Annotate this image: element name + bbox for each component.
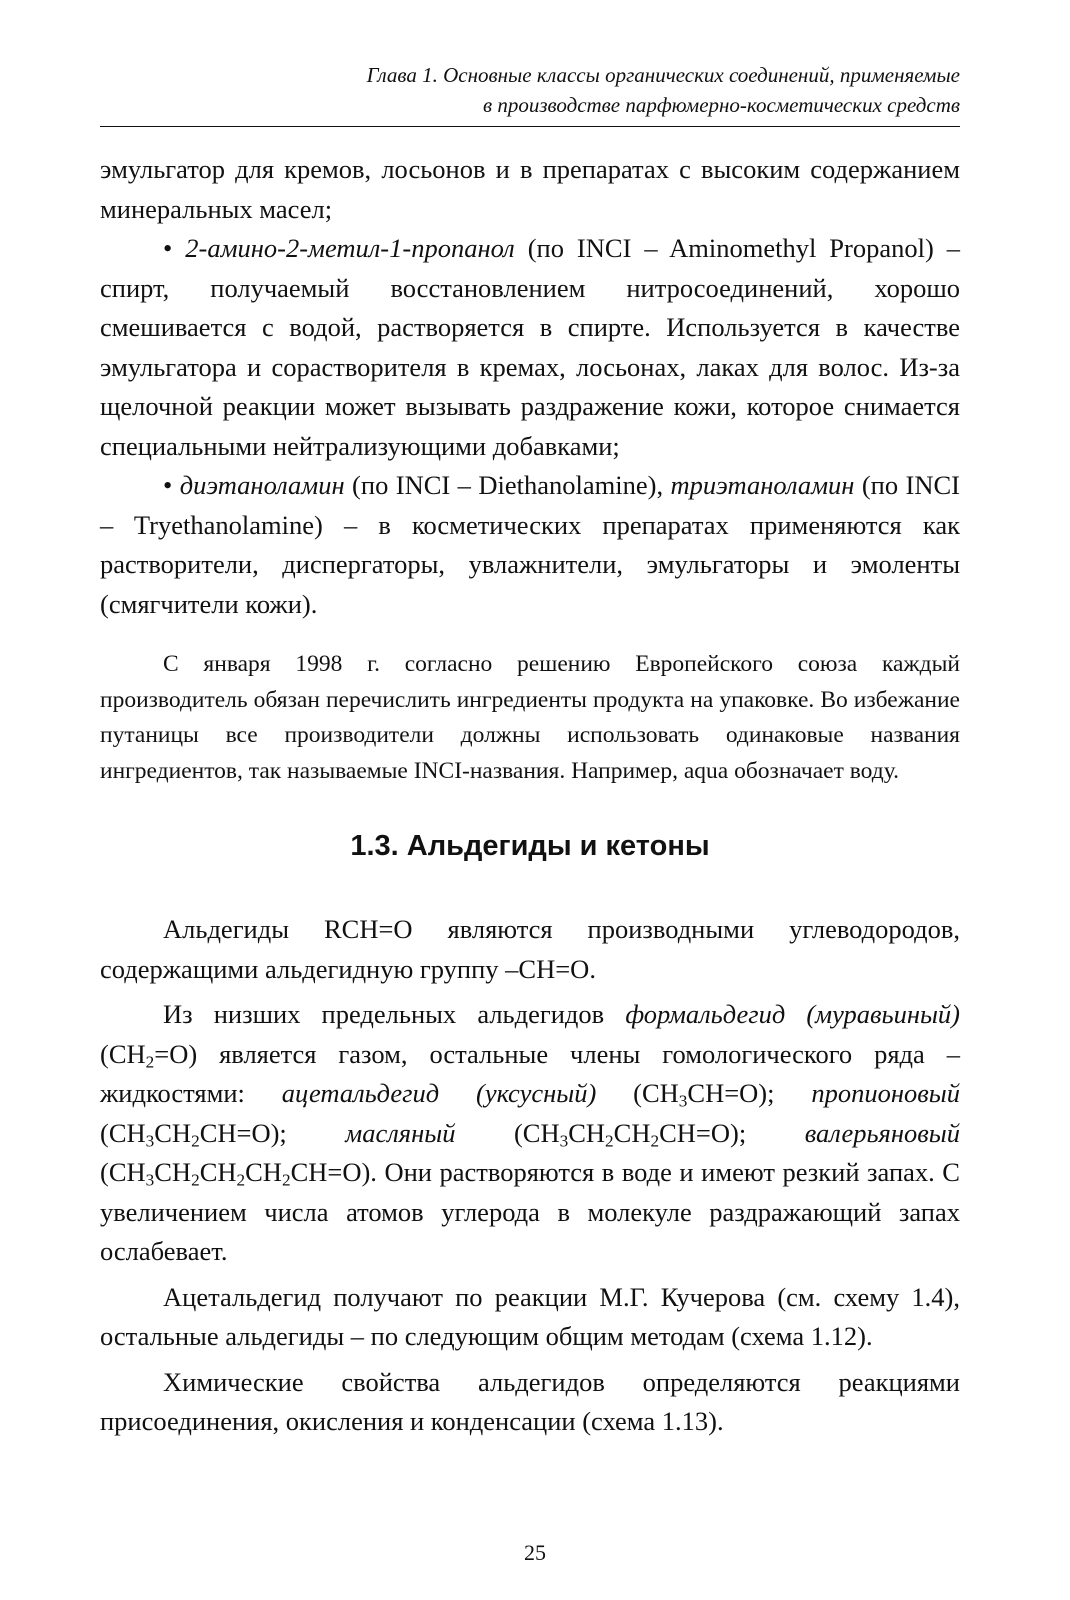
subscript: 2 — [145, 1051, 155, 1071]
term-acetaldehyde: ацетальдегид (уксусный) — [281, 1078, 597, 1108]
text-run: Из низших предельных альдегидов — [163, 999, 626, 1029]
text-run: CH — [245, 1157, 282, 1187]
term-propionic: пропионовый — [811, 1078, 960, 1108]
term-butyric: масляный — [345, 1117, 456, 1148]
section-heading: 1.3. Альдегиды и кетоны — [350, 830, 710, 862]
paragraph-aldehydes: Альдегиды RCH=O являются производными углеводородов, содержащими альдегидную группу –CH=O. — [100, 914, 960, 984]
subscript: 2 — [236, 1170, 246, 1190]
text-run: CH — [568, 1117, 606, 1148]
text-run: (CH — [100, 1038, 146, 1069]
text-run: CH — [199, 1157, 237, 1187]
paragraph-chemical-properties: Химические свойства альдегидов определяются реакциями присоединения, окисления и конденсации (схема 1.13). — [100, 1366, 960, 1436]
term-valeric: валерьяновый — [804, 1117, 960, 1148]
bullet-text-1: (по INCI – Diethanolamine), — [344, 470, 671, 500]
subscript: 2 — [650, 1130, 660, 1150]
bullet-item-aminopropanol — [100, 229, 960, 466]
bullet-icon: • — [163, 233, 173, 263]
term-diethanolamine: диэтаноламин — [179, 470, 345, 500]
text-run: (CH — [455, 1117, 560, 1148]
text-run: (CH — [596, 1078, 679, 1108]
bullet-icon: • — [163, 470, 173, 500]
text-run: CH=O). Они растворяются в воде и имеют резкий запах. С увеличением числа атомов углерода в молекуле раздражающий запах ослабевает. — [100, 1157, 960, 1266]
text-run: =O) является газом, остальные члены гомологического ряда – жидкостями: — [100, 1038, 960, 1108]
page-number: 25 — [524, 1540, 546, 1565]
text-run: CH=O); — [199, 1117, 346, 1148]
subscript: 2 — [191, 1130, 200, 1150]
text-run: CH — [154, 1117, 192, 1148]
subscript: 3 — [145, 1130, 155, 1150]
text-run: (CH — [100, 1117, 146, 1148]
text-run: CH — [154, 1157, 192, 1187]
paragraph-lower-aldehydes — [100, 995, 960, 1272]
text-run: CH=O); — [659, 1117, 805, 1148]
bullet-text: (по INCI – Aminomethyl Propanol) – спирт, получаемый восстановлением нитросоединений, хорошо смешивается с водой, растворяется в спирте. Используется в качестве эмульгатора и сорастворителя в кремах, лосьонах, лаках для волос. Из-за щелочной реакции может вызывать раздражение кожи, которое снимается специальными нейтрализующими добавками; — [100, 233, 961, 461]
header-line-2: в производстве парфюмерно-косметических средств — [482, 93, 960, 117]
text-run: CH — [613, 1117, 651, 1148]
subscript: 3 — [559, 1130, 569, 1150]
subscript: 2 — [281, 1170, 291, 1190]
text-run: CH=O); — [687, 1078, 812, 1108]
paragraph-acetaldehyde-synthesis: Ацетальдегид получают по реакции М.Г. Кучерова (см. схему 1.4), остальные альдегиды – по следующим общим методам (схема 1.12). — [100, 1281, 960, 1351]
bullet-text-2: (по INCI – Tryethanolamine) – в косметических препаратах применяются как растворители, диспергаторы, увлажнители, эмульгаторы и эмоленты (смягчители кожи). — [100, 470, 961, 619]
term-aminopropanol: 2-амино-2-метил-1-пропанол — [185, 233, 515, 263]
page-body — [100, 150, 960, 1442]
subscript: 2 — [605, 1130, 614, 1150]
subscript: 2 — [191, 1170, 200, 1190]
paragraph-continued: эмульгатор для кремов, лосьонов и в препаратах с высоким содержанием минеральных масел; — [100, 154, 960, 224]
subscript: 3 — [145, 1170, 155, 1190]
inci-note: С января 1998 г. согласно решению Европейского союза каждый производитель обязан перечислить ингредиенты продукта на упаковке. Во избежание путаницы все производители должны использовать одинаковые названия ингредиентов, так называемые INCI-названия. Например, aqua обозначает воду. — [100, 651, 960, 784]
subscript: 3 — [678, 1091, 688, 1111]
header-line-1: Глава 1. Основные классы органических соединений, применяемые — [366, 63, 960, 87]
term-formaldehyde: формальдегид (муравьиный) — [625, 999, 960, 1029]
bullet-item-ethanolamines — [100, 466, 960, 624]
running-header — [100, 60, 960, 127]
text-run: (CH — [100, 1157, 146, 1187]
term-triethanolamine: триэтаноламин — [670, 470, 855, 500]
